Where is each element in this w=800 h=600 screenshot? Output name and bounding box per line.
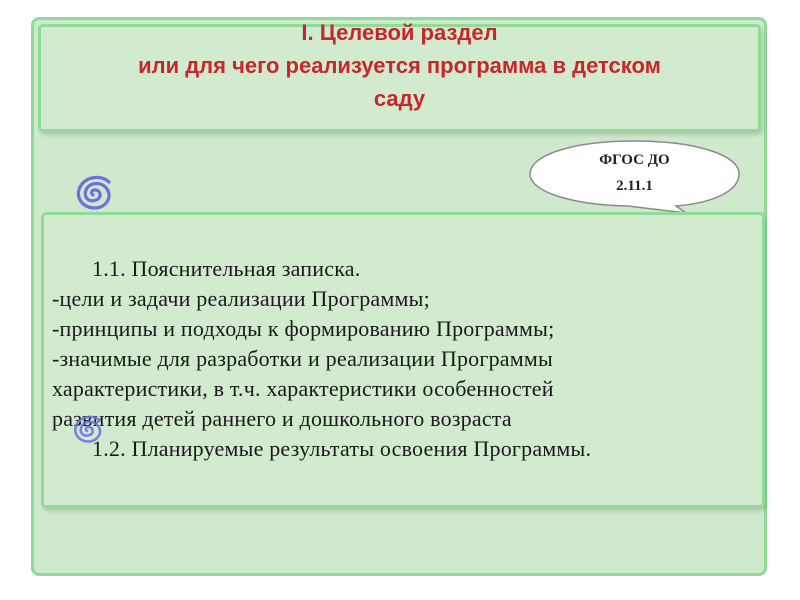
content-line: -цели и задачи реализации Программы; bbox=[52, 286, 430, 311]
callout-line-2: 2.11.1 bbox=[616, 178, 653, 194]
title-line-1: I. Целевой раздел bbox=[301, 20, 498, 45]
spiral-icon bbox=[62, 412, 112, 450]
callout-label bbox=[528, 147, 741, 199]
content-text bbox=[52, 254, 752, 464]
content-line: 1.2. Планируемые результаты освоения Программы. bbox=[92, 436, 592, 461]
title-line-2: или для чего реализуется программа в детском bbox=[138, 53, 661, 78]
content-line: -принципы и подходы к формированию Программы; bbox=[52, 316, 555, 341]
callout-line-1: ФГОС ДО bbox=[599, 152, 670, 168]
content-line: развития детей раннего и дошкольного возраста bbox=[52, 406, 512, 431]
content-line: -значимые для разработки и реализации Программы bbox=[52, 346, 553, 371]
slide-title bbox=[38, 16, 761, 115]
title-line-3: саду bbox=[373, 86, 426, 111]
content-line: 1.1. Пояснительная записка. bbox=[92, 256, 361, 281]
content-line: характеристики, в т.ч. характеристики особенностей bbox=[52, 376, 554, 401]
